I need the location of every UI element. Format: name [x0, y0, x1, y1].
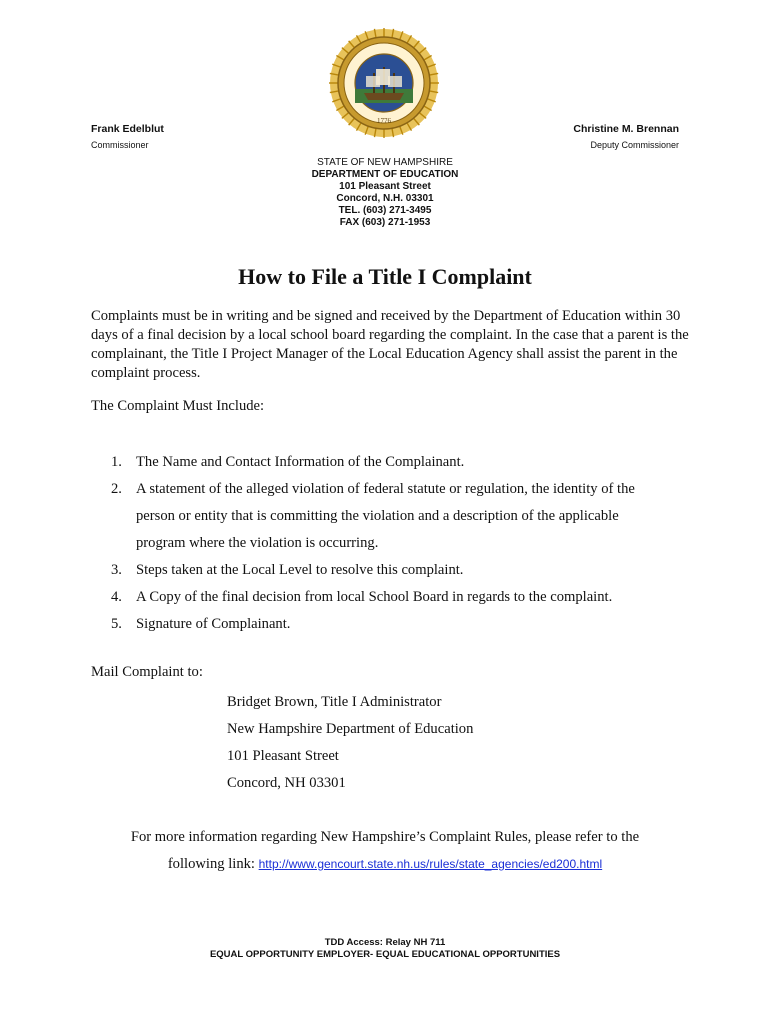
deputy-commissioner-block: [573, 123, 679, 151]
list-item: [111, 611, 671, 638]
intro-paragraph: Complaints must be in writing and be signed and received by the Department of Education within 30 days of a final decision by a local school board regarding the complaint. In the case that a parent is the complainant, the Title I Project Manager of the Local Education Agency shall assist the parent in the complaint process.: [91, 308, 689, 381]
list-item: [111, 557, 671, 584]
list-item: [111, 476, 671, 557]
mail-line: 101 Pleasant Street: [227, 748, 339, 764]
address-state: STATE OF NEW HAMPSHIRE: [317, 157, 453, 168]
address-street: 101 Pleasant Street: [339, 181, 431, 192]
address-tel: TEL. (603) 271-3495: [338, 205, 432, 216]
more-info-line-2: [0, 851, 770, 878]
commissioner-role: Commissioner: [91, 140, 149, 150]
list-item-text: The Name and Contact Information of the Complainant.: [136, 454, 465, 470]
more-info: [0, 824, 770, 878]
address-city: Concord, N.H. 03301: [336, 193, 434, 204]
state-seal-logo: [328, 27, 440, 139]
mail-line: Concord, NH 03301: [227, 775, 346, 791]
list-item-number: 5.: [111, 616, 122, 632]
must-include-label: The Complaint Must Include:: [91, 398, 265, 414]
more-info-prefix: following link:: [167, 856, 259, 872]
page-title: How to File a Title I Complaint: [238, 264, 532, 289]
rules-link[interactable]: http://www.gencourt.state.nh.us/rules/state_agencies/ed200.html: [258, 857, 603, 871]
list-item-number: 1.: [111, 454, 122, 470]
mailing-address: [227, 689, 473, 797]
requirements-list: [111, 449, 671, 638]
mail-line: New Hampshire Department of Education: [227, 721, 474, 737]
mail-line: Bridget Brown, Title I Administrator: [227, 694, 442, 710]
deputy-commissioner-role: Deputy Commissioner: [590, 140, 679, 150]
mail-complaint-label: Mail Complaint to:: [91, 664, 203, 680]
department-address: [0, 157, 770, 229]
list-item-number: 2.: [111, 481, 122, 497]
deputy-commissioner-name: Christine M. Brennan: [573, 123, 679, 135]
seal-year: 1776: [377, 117, 391, 125]
footer: [0, 937, 770, 961]
footer-eeo: EQUAL OPPORTUNITY EMPLOYER- EQUAL EDUCATIONAL OPPORTUNITIES: [209, 949, 561, 960]
address-fax: FAX (603) 271-1953: [339, 217, 431, 228]
footer-tdd: TDD Access: Relay NH 711: [324, 937, 446, 948]
list-item-number: 3.: [111, 562, 122, 578]
list-item-text: A Copy of the final decision from local School Board in regards to the complaint.: [136, 589, 613, 605]
list-item: [111, 449, 671, 476]
address-department: DEPARTMENT OF EDUCATION: [311, 169, 459, 180]
list-item-text: Signature of Complainant.: [136, 616, 291, 632]
more-info-line-1: For more information regarding New Hampshire’s Complaint Rules, please refer to the: [130, 829, 640, 845]
commissioner-block: [91, 123, 164, 151]
commissioner-name: Frank Edelblut: [91, 123, 164, 135]
list-item-text: Steps taken at the Local Level to resolve this complaint.: [136, 562, 464, 578]
list-item: [111, 584, 671, 611]
list-item-text: A statement of the alleged violation of federal statute or regulation, the identity of the person or entity that is committing the violation and a description of the applicable program where the violation is occurring.: [136, 481, 635, 551]
list-item-number: 4.: [111, 589, 122, 605]
